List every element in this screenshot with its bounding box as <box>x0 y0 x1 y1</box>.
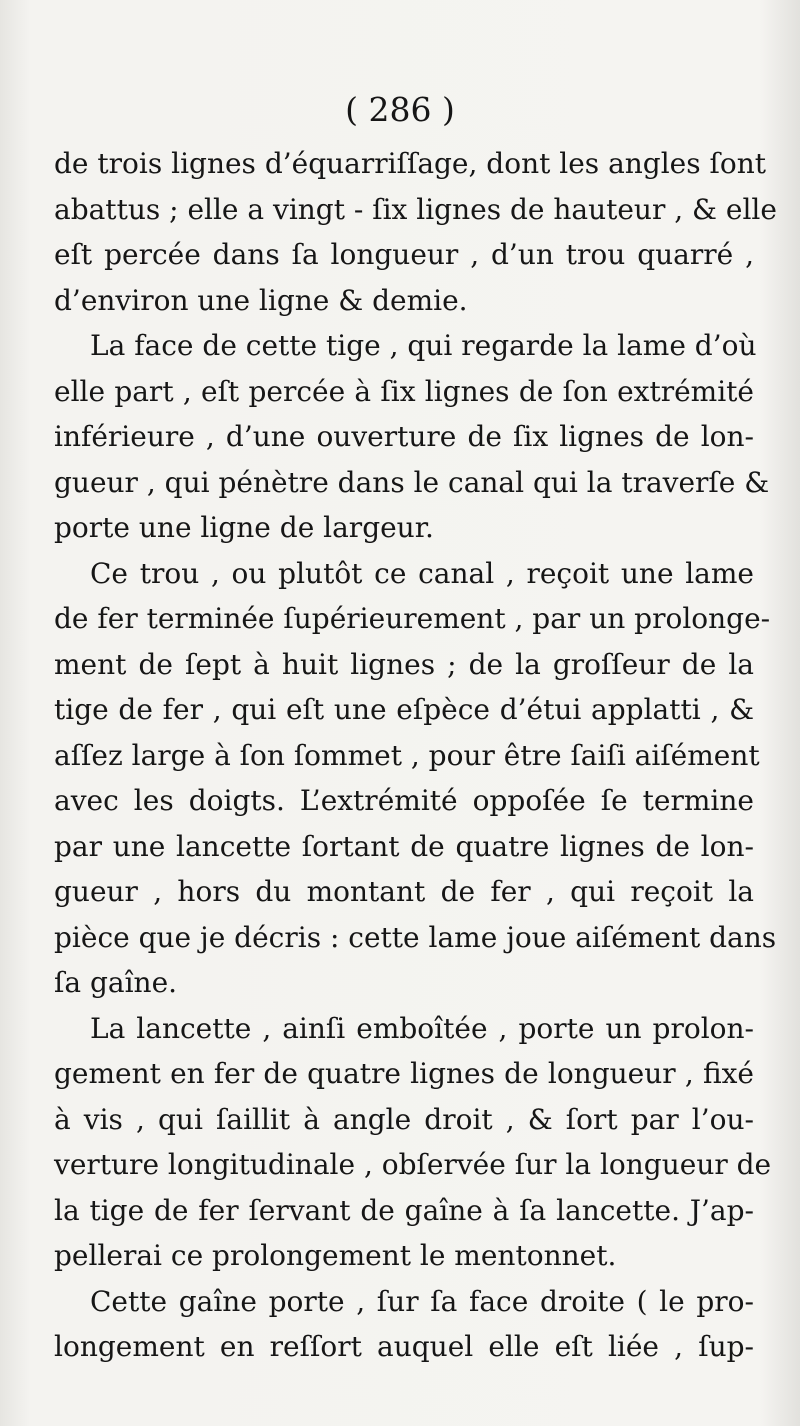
text-line: eſt percée dans ſa longueur , d’un trou quarré , <box>54 238 754 271</box>
text-line: elle part , eſt percée à ſix lignes de ſon extrémité <box>54 374 754 408</box>
text-line: porte une ligne de largeur. <box>54 511 434 544</box>
text-line: de trois lignes d’équarriſſage, dont les angles ſont <box>54 147 767 180</box>
text-line: Cette gaîne porte , ſur ſa face droite ( le pro- <box>90 1284 754 1318</box>
text-line: tige de fer , qui eſt une eſpèce d’étui applatti , & <box>54 693 754 726</box>
text-line: La face de cette tige , qui regarde la lame d’où <box>90 329 757 362</box>
page-number: ( 286 ) <box>345 90 455 129</box>
text-line: ſa gaîne. <box>54 966 178 999</box>
text-line: abattus ; elle a vingt - ſix lignes de hauteur , & elle <box>54 192 777 226</box>
text-line: pièce que je décris : cette lame joue aiſément dans <box>54 920 777 954</box>
text-line: La lancette , ainſi emboîtée , porte un prolon- <box>90 1011 754 1045</box>
text-line: gueur , qui pénètre dans le canal qui la traverſe & <box>54 465 770 499</box>
text-line: gement en fer de quatre lignes de longueur , fixé <box>54 1057 754 1090</box>
text-line: inférieure , d’une ouverture de ſix lignes de lon- <box>54 420 754 453</box>
text-line: d’environ une ligne & demie. <box>54 283 468 317</box>
text-line: aſſez large à ſon ſommet , pour être ſaiſi aiſément <box>54 738 760 772</box>
text-line: Ce trou , ou plutôt ce canal , reçoit une lame <box>90 556 754 590</box>
text-line: par une lancette ſortant de quatre lignes de lon- <box>54 829 754 863</box>
text-line: la tige de fer ſervant de gaîne à ſa lancette. J’ap- <box>54 1193 754 1227</box>
text-line: verture longitudinale , obſervée ſur la longueur de <box>54 1148 772 1181</box>
text-line: à vis , qui ſaillit à angle droit , & ſort par l’ou- <box>54 1102 754 1136</box>
text-line: gueur , hors du montant de fer , qui reçoit la <box>54 875 754 908</box>
text-line: ment de ſept à huit lignes ; de la groſſeur de la <box>54 647 754 681</box>
text-line: longement en reſſort auquel elle eſt liée , ſup- <box>54 1330 754 1363</box>
text-line: avec les doigts. L’extrémité oppoſée ſe termine <box>54 784 754 817</box>
text-line: de fer terminée ſupérieurement , par un prolonge- <box>54 602 771 635</box>
text-line: pellerai ce prolongement le mentonnet. <box>54 1239 617 1272</box>
